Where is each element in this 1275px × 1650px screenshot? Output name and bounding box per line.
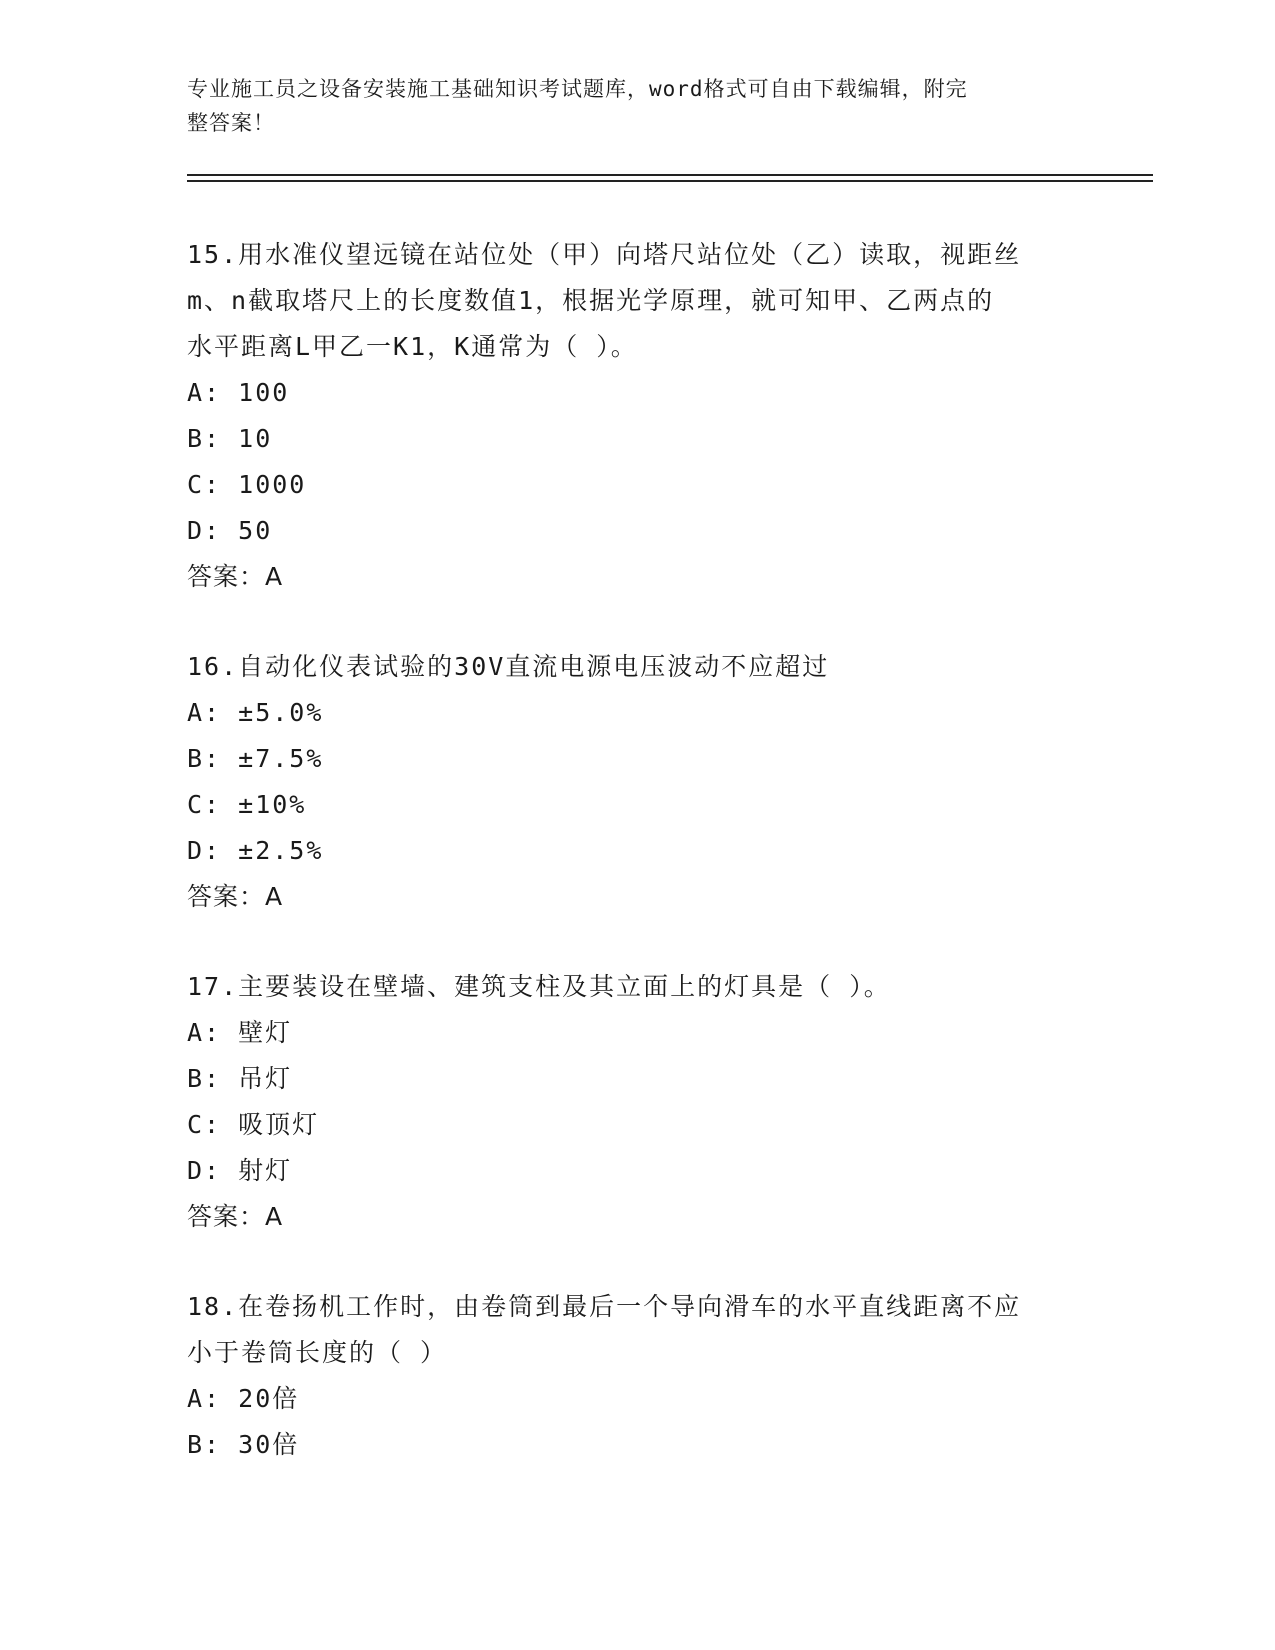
option-a: A: ±5.0% [187, 698, 324, 727]
question-16 [187, 644, 1087, 920]
stem-line: 17.主要装设在壁墙、建筑支柱及其立面上的灯具是（ ）。 [187, 972, 891, 1001]
question-17 [187, 964, 1087, 1240]
question-stem [187, 1284, 1087, 1376]
option-b: B: 30倍 [187, 1430, 300, 1459]
document-header [187, 72, 1067, 140]
option-a: A: 100 [187, 378, 290, 407]
question-stem [187, 644, 1087, 690]
header-line-2: 整答案！ [187, 111, 275, 135]
option-d: D: 射灯 [187, 1156, 293, 1185]
option-c: C: 吸顶灯 [187, 1110, 320, 1139]
question-15 [187, 232, 1087, 600]
option-a: A: 20倍 [187, 1384, 300, 1413]
header-line-1: 专业施工员之设备安装施工基础知识考试题库，word格式可自由下载编辑，附完 [187, 77, 968, 101]
option-a: A: 壁灯 [187, 1018, 293, 1047]
option-d: D: ±2.5% [187, 836, 324, 865]
question-18 [187, 1284, 1087, 1468]
answer: 答案：A [187, 882, 284, 911]
answer: 答案：A [187, 562, 284, 591]
option-c: C: 1000 [187, 470, 307, 499]
stem-line: 16.自动化仪表试验的30V直流电源电压波动不应超过 [187, 652, 830, 681]
option-b: B: 10 [187, 424, 273, 453]
option-b: B: 吊灯 [187, 1064, 293, 1093]
stem-line: 小于卷筒长度的（ ） [187, 1338, 448, 1367]
option-c: C: ±10% [187, 790, 307, 819]
header-divider-top [187, 174, 1153, 176]
stem-line: 15.用水准仪望远镜在站位处（甲）向塔尺站位处（乙）读取，视距丝 [187, 240, 1022, 269]
header-divider-bottom [187, 180, 1153, 182]
stem-line: 水平距离L甲乙一K1，K通常为（ ）。 [187, 332, 638, 361]
option-d: D: 50 [187, 516, 273, 545]
question-stem [187, 964, 1087, 1010]
stem-line: m、n截取塔尺上的长度数值1，根据光学原理，就可知甲、乙两点的 [187, 286, 995, 315]
answer: 答案：A [187, 1202, 284, 1231]
question-stem [187, 232, 1087, 370]
stem-line: 18.在卷扬机工作时，由卷筒到最后一个导向滑车的水平直线距离不应 [187, 1292, 1022, 1321]
option-b: B: ±7.5% [187, 744, 324, 773]
